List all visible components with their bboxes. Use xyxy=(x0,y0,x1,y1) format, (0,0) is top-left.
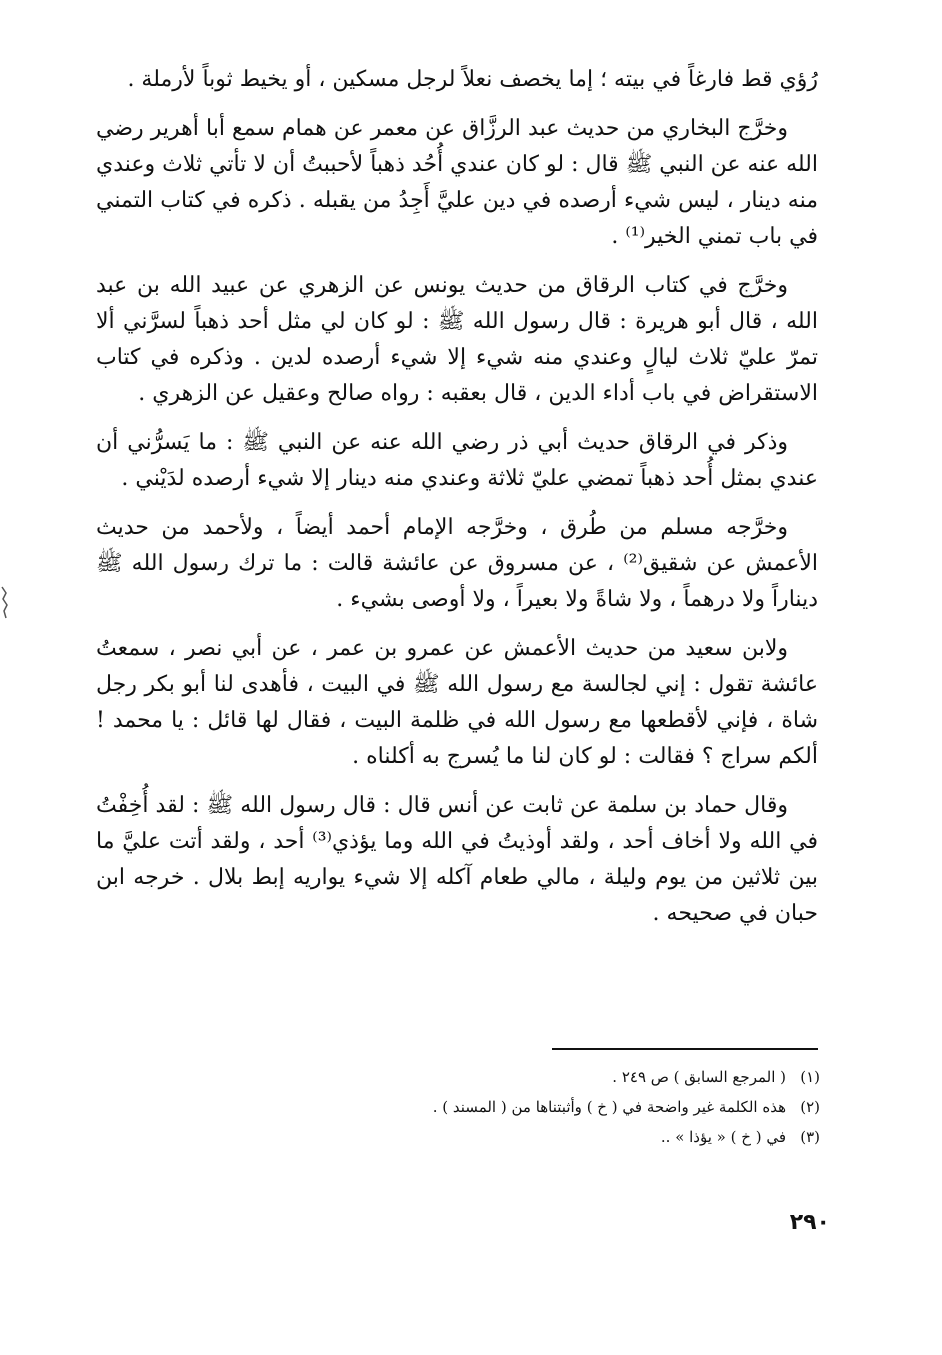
footnote-text: في ( خ ) « يؤذا » .. xyxy=(660,1128,786,1146)
body-text xyxy=(96,62,818,945)
paragraph-3: وخرَّج في كتاب الرقاق من حديث يونس عن الزهري عن عبيد الله بن عبد الله ، قال أبو هريرة : قال رسول الله ﷺ : لو كان لي مثل أحد ذهباً لسرَّني ألا تمرّ عليّ ثلاث ليالٍ وعندي منه شيء إلا شيء أرصده لدين . وذكره في كتاب الاستقراض في باب أداء الدين ، قال بعقبه : رواه صالح وعقيل عن الزهري . xyxy=(96,273,818,406)
paragraph-1: رُؤي قط فارغاً في بيته ؛ إما يخصف نعلاً لرجل مسكين ، أو يخيط ثوباً لأرملة . xyxy=(127,67,818,92)
footnote-3 xyxy=(300,1122,820,1152)
footnote-number: (٢) xyxy=(800,1098,820,1116)
footnote-2 xyxy=(300,1092,820,1122)
footnote-1 xyxy=(300,1062,820,1092)
footnote-number: (٣) xyxy=(800,1128,820,1146)
footnote-text: ( المرجع السابق ) ص ٢٤٩ . xyxy=(612,1068,786,1086)
footnote-number: (١) xyxy=(800,1068,820,1086)
paragraph-7: وقال حماد بن سلمة عن ثابت عن أنس قال : قال رسول الله ﷺ : لقد أُخِفْتُ في الله ولا أخاف أحد ، ولقد أوذيتُ في الله وما يؤذي⁽³⁾ أحد ، ولقد أتت عليَّ ما بين ثلاثين من يوم وليلة ، مالي طعام آكله إلا شيء يواريه إبط بلال . خرجه ابن حبان في صحيحه . xyxy=(96,793,818,926)
page-number: ٢٩٠ xyxy=(789,1210,830,1235)
paragraph-6: ولابن سعيد من حديث الأعمش عن عمرو بن عمر ، عن أبي نصر ، سمعتُ عائشة تقول : إني لجالسة مع رسول الله ﷺ في البيت ، فأهدى لنا أبو بكر رجل شاة ، فإني لأقطعها مع رسول الله في ظلمة البيت ، فقال لها قائل : يا محمد ! ألكم سراج ؟ فقالت : لو كان لنا ما يُسرج به أكلناه . xyxy=(96,636,819,769)
paragraph-4: وذكر في الرقاق حديث أبي ذر رضي الله عنه عن النبي ﷺ : ما يَسرُّني أن عندي بمثل أُحد ذهباً تمضي عليّ ثلاثة وعندي منه دينار إلا شيء أرصده لدَيْني . xyxy=(96,430,818,491)
paragraph-2: وخرَّج البخاري من حديث عبد الرزَّاق عن معمر عن همام سمع أبا أهرير رضي الله عنه عن النبي ﷺ قال : لو كان عندي أُحُد ذهباً لأحببتُ أن لا تأتي ثلاث وعندي منه دينار ، ليس شيء أرصده في دين عليَّ أَجِدُ من يقبله . ذكره في كتاب التمني في باب تمني الخير⁽¹⁾ . xyxy=(95,116,818,249)
footnotes xyxy=(300,1062,820,1152)
paragraph-5: وخرَّجه مسلم من طُرق ، وخرَّجه الإمام أحمد أيضاً ، ولأحمد من حديث الأعمش عن شقيق⁽²⁾ ، عن مسروق عن عائشة قالت : ما ترك رسول الله ﷺ ديناراً ولا درهماً ، ولا شاةً ولا بعيراً ، ولا أوصى بشيء . xyxy=(96,515,818,612)
scan-edge-mark xyxy=(0,585,10,621)
footnote-divider xyxy=(552,1048,818,1050)
footnote-text: هذه الكلمة غير واضحة في ( خ ) وأثبتناها من ( المسند ) . xyxy=(432,1098,786,1116)
